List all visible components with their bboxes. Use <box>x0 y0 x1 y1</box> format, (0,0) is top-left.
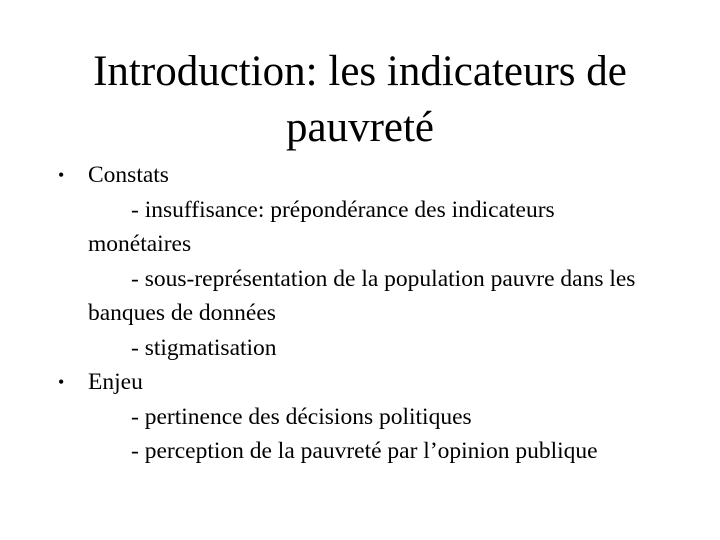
bullet-icon: • <box>58 165 65 185</box>
subitem-sous-representation: - sous-représentation de la population pauvre dans les banques de données <box>88 265 636 326</box>
slide-title <box>0 44 720 156</box>
slide-title-line-2: pauvreté <box>285 104 435 151</box>
subitem-perception: - perception de la pauvreté par l’opinion publique <box>131 438 598 464</box>
subitem-insuffisance: - insuffisance: prépondérance des indicateurs monétaires <box>88 196 555 257</box>
slide-title-line-1: Introduction: les indicateurs de <box>93 48 627 95</box>
subitem-stigmatisation: - stigmatisation <box>131 334 277 361</box>
subitem-pertinence: - pertinence des décisions politiques <box>131 403 472 430</box>
bullet-label: Constats <box>88 162 169 188</box>
slide-body <box>58 158 658 469</box>
bullet-icon: • <box>58 372 65 392</box>
bullet-constats <box>58 158 658 193</box>
bullet-label: Enjeu <box>88 369 143 395</box>
bullet-enjeu <box>58 365 658 400</box>
